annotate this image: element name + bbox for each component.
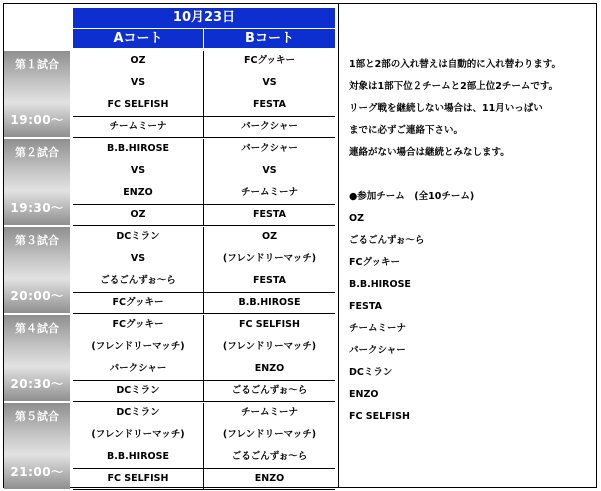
match-label	[4, 139, 70, 225]
note-line: OZ	[349, 213, 364, 224]
note-line: DCミラン	[349, 367, 393, 378]
row-divider	[73, 401, 335, 402]
row-divider	[73, 116, 335, 117]
note-line: FC SELFISH	[349, 411, 410, 422]
court-a-cell: ごるごんずぉ～ら	[100, 275, 176, 286]
note-line: パークシャー	[349, 345, 406, 356]
note-line: FCグッキー	[349, 257, 400, 268]
row-divider	[73, 137, 335, 138]
court-b-cell: チームミーナ	[240, 407, 298, 418]
match-number: 第３試合	[15, 234, 59, 247]
court-a-cell: パークシャー	[109, 363, 167, 374]
court-a-cell: VS	[130, 77, 146, 88]
row-divider	[73, 313, 335, 314]
match-number: 第２試合	[15, 146, 59, 159]
court-a-cell: FCグッキー	[112, 319, 164, 330]
note-line: チームミーナ	[349, 323, 407, 334]
court-a-cell: B.B.HIROSE	[107, 143, 169, 154]
row-divider	[73, 489, 335, 490]
match-label	[4, 315, 70, 401]
match-time: 19:30～	[10, 201, 64, 215]
court-b-cell: (フレンドリーマッチ)	[222, 429, 317, 440]
court-b-cell: FCグッキー	[244, 55, 295, 66]
match-label	[4, 227, 70, 313]
court-a-cell: DCミラン	[116, 407, 160, 418]
note-line: FESTA	[349, 301, 382, 312]
note-line: 1部と2部の入れ替えは自動的に入れ替わります。	[349, 59, 561, 70]
court-b-cell: (フレンドリーマッチ)	[222, 341, 317, 352]
note-line: ごるごんずぉ～ら	[349, 235, 425, 246]
note-line: 連絡がない場合は継続とみなします。	[349, 147, 510, 158]
court-divider	[203, 403, 204, 489]
row-divider	[73, 380, 335, 381]
court-a-cell: DCミラン	[116, 231, 160, 242]
court-a-cell: (フレンドリーマッチ)	[91, 341, 185, 352]
match-time: 20:30～	[10, 377, 64, 391]
match-time: 19:00～	[10, 113, 64, 127]
court-b-cell: パークシャー	[241, 143, 298, 154]
court-a-cell: OZ	[130, 55, 146, 66]
court-divider	[203, 139, 204, 225]
match-number: 第４試合	[15, 322, 59, 335]
court-a-cell: ENZO	[123, 187, 153, 198]
court-a-cell: (フレンドリーマッチ)	[91, 429, 185, 440]
court-b-cell: FESTA	[253, 275, 286, 286]
row-divider	[73, 468, 335, 469]
match-time: 20:00～	[10, 289, 64, 303]
court-a-cell: OZ	[130, 209, 146, 220]
court-a-cell: VS	[130, 165, 146, 176]
note-line: までに必ずご連絡下さい。	[349, 125, 464, 136]
court-b-cell: VS	[262, 77, 277, 88]
court-a-cell: FC SELFISH	[107, 99, 169, 110]
note-line: リーグ戦を継続しない場合は、11月いっぱい	[349, 103, 543, 114]
court-divider	[203, 227, 204, 313]
court-b-cell: チームミーナ	[240, 187, 298, 198]
row-divider	[73, 292, 335, 293]
court-a-cell: FC SELFISH	[107, 473, 169, 484]
court-b-cell: ごるごんずぉ～ら	[231, 385, 308, 396]
court-b-cell: B.B.HIROSE	[238, 297, 301, 308]
row-divider	[73, 204, 335, 205]
match-time: 21:00～	[10, 465, 64, 479]
note-line: B.B.HIROSE	[349, 279, 411, 290]
match-label	[4, 403, 70, 489]
court-a-cell: VS	[130, 253, 146, 264]
date-header: 10月23日	[73, 8, 335, 28]
match-label	[4, 51, 70, 137]
court-b-cell: VS	[262, 165, 277, 176]
schedule-sheet	[3, 3, 597, 488]
court-b-cell: OZ	[262, 231, 277, 242]
court-b-cell: パークシャー	[241, 121, 298, 132]
note-line: ●参加チーム (全10チーム)	[349, 191, 475, 202]
court-a-cell: FCグッキー	[112, 297, 164, 308]
court-b-cell: ごるごんずぉ～ら	[231, 451, 308, 462]
court-b-cell: FC SELFISH	[239, 319, 300, 330]
court-a-cell: チームミーナ	[109, 121, 167, 132]
court-b-cell: (フレンドリーマッチ)	[222, 253, 317, 264]
court-divider	[203, 51, 204, 137]
court-b-cell: ENZO	[254, 363, 285, 374]
match-number: 第５試合	[15, 410, 59, 423]
note-line: 対象は1部下位２チームと2部上位2チームです。	[349, 81, 559, 92]
court-a-cell: B.B.HIROSE	[107, 451, 169, 462]
court-b-cell: FESTA	[253, 99, 286, 110]
match-number: 第１試合	[15, 58, 59, 71]
court-a-header: Aコート	[73, 29, 203, 48]
notes-divider	[338, 4, 339, 487]
court-divider	[203, 315, 204, 401]
row-divider	[73, 225, 335, 226]
court-b-cell: FESTA	[253, 209, 286, 220]
court-b-header: Bコート	[204, 29, 335, 48]
note-line: ENZO	[349, 389, 379, 400]
court-b-cell: ENZO	[254, 473, 285, 484]
court-a-cell: DCミラン	[116, 385, 160, 396]
